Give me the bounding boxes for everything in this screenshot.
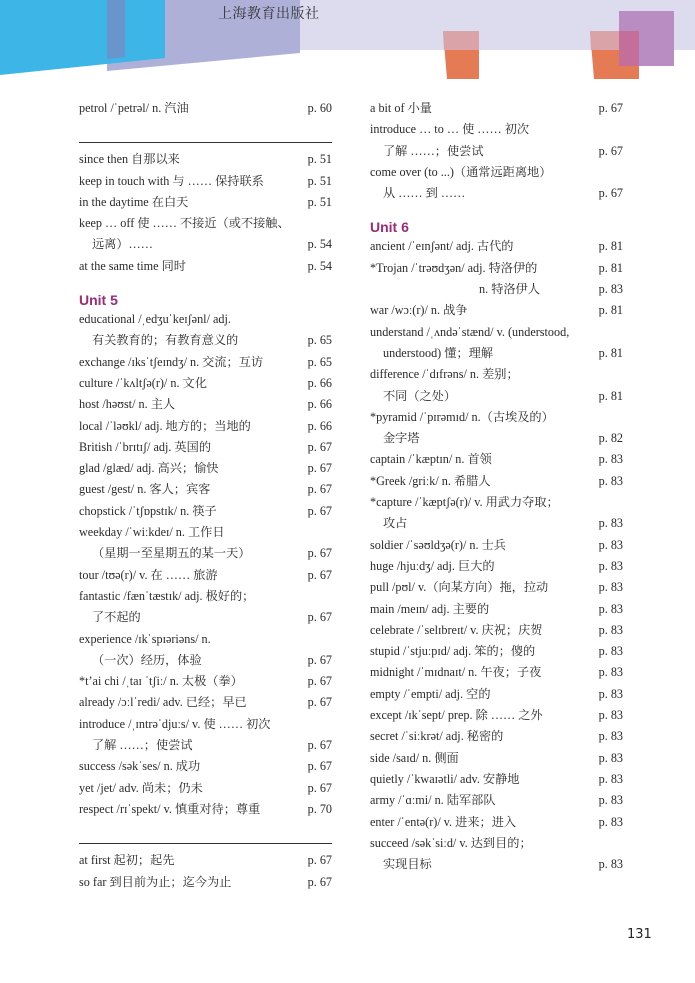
- entry-text: local /ˈləʊkl/ adj. 地方的；当地的: [79, 418, 251, 433]
- page-header: [0, 0, 695, 90]
- phrase-row: [79, 192, 332, 213]
- entry-row: [79, 394, 332, 415]
- entry-text: chopstick /ˈtʃɒpstɪk/ n. 筷子: [79, 503, 217, 518]
- publisher-name: 上海教育出版社: [218, 6, 320, 22]
- entry-row: [79, 522, 332, 543]
- entry-text: difference /ˈdɪfrəns/ n. 差别；: [370, 367, 519, 382]
- entry-page: p. 51: [307, 152, 332, 167]
- entry-text: celebrate /ˈselɪbreɪt/ v. 庆祝；庆贺: [370, 622, 543, 637]
- entry-row: [370, 364, 623, 385]
- entry-row: [79, 650, 332, 671]
- entry-row: [79, 373, 332, 394]
- entry-text: respect /rɪˈspekt/ v. 慎重对待；尊重: [79, 801, 261, 816]
- phrase-row: [79, 213, 332, 234]
- entry-row: [79, 543, 332, 564]
- entry-text: ancient /ˈeɪnʃənt/ adj. 古代的: [370, 239, 514, 254]
- entry-page: p. 67: [307, 482, 332, 497]
- entry-text: understood) 懂；理解: [383, 345, 494, 360]
- entry-row: [370, 684, 623, 705]
- entry-page: p. 67: [598, 101, 623, 115]
- entry-row: [370, 641, 623, 662]
- entry-page: p. 66: [307, 375, 332, 390]
- entry-row: [79, 458, 332, 479]
- entry-row: [370, 492, 623, 513]
- entry-text: soldier /ˈsəʊldʒə(r)/ n. 士兵: [370, 537, 506, 552]
- entry-row: [370, 428, 623, 449]
- entry-text: at the same time 同时: [79, 258, 186, 273]
- entry-text: huge /hjuːdʒ/ adj. 巨大的: [370, 558, 495, 573]
- entry-row: [79, 607, 332, 628]
- unit-5-heading: Unit 5: [79, 292, 118, 309]
- entry-text: *t’ai chi /ˌtaɪ ˈtʃiː/ n. 太极（拳）: [79, 674, 243, 689]
- entry-page: p. 83: [598, 857, 623, 872]
- entry-text: 从 …… 到 ……: [383, 186, 466, 201]
- entry-text: host /həʊst/ n. 主人: [79, 397, 176, 412]
- entry-page: p. 67: [307, 874, 332, 889]
- entry-page: p. 67: [307, 853, 332, 868]
- entry-row: [370, 300, 623, 321]
- entry-text: except /ɪkˈsept/ prep. 除 …… 之外: [370, 708, 543, 723]
- entry-row: [370, 599, 623, 620]
- entry-page: p. 83: [598, 729, 623, 744]
- phrase-row: [79, 234, 332, 255]
- entry-text: 了解 ……；使尝试: [383, 143, 484, 158]
- entry-row: [370, 620, 623, 641]
- phrase-row: [79, 256, 332, 277]
- entry-page: p. 67: [307, 503, 332, 518]
- entry-page: p. 54: [307, 258, 332, 273]
- entry-page: p. 83: [598, 580, 623, 595]
- entry-text: weekday /ˈwiːkdeɪ/ n. 工作日: [79, 525, 225, 540]
- entry-text: glad /glæd/ adj. 高兴；愉快: [79, 461, 219, 476]
- entry-text: tour /tʊə(r)/ v. 在 …… 旅游: [79, 567, 218, 582]
- entry-page: p. 67: [598, 143, 623, 158]
- entry-row: [370, 854, 623, 875]
- entry-page: p. 67: [307, 546, 332, 561]
- phrase-row: [370, 141, 623, 162]
- entry-page: p. 83: [598, 708, 623, 723]
- entry-row: [370, 322, 623, 343]
- phrase-row: [79, 872, 332, 893]
- entry-row: [370, 726, 623, 747]
- entry-row: [79, 778, 332, 799]
- entry-text: 不同（之处）: [383, 388, 457, 403]
- entry-page: p. 60: [307, 101, 332, 115]
- entry-text: （一次）经历，体验: [92, 652, 202, 667]
- entry-row: [79, 352, 332, 373]
- entry-row: [79, 799, 332, 820]
- entry-text: 攻占: [383, 516, 408, 531]
- entry-text: 了解 ……；使尝试: [92, 738, 193, 753]
- entry-text: succeed /səkˈsiːd/ v. 达到目的；: [370, 835, 532, 850]
- phrase-row: [370, 98, 623, 119]
- entry-page: p. 83: [598, 686, 623, 701]
- entry-text: yet /jet/ adv. 尚未；仍未: [79, 780, 203, 795]
- entry-page: p. 67: [307, 567, 332, 582]
- entry-row: [79, 330, 332, 351]
- entry-page: p. 83: [598, 644, 623, 659]
- entry-page: p. 83: [598, 814, 623, 829]
- entry-text: war /wɔː(r)/ n. 战争: [370, 303, 468, 318]
- entry-row: [79, 671, 332, 692]
- entry-page: p. 83: [598, 473, 623, 488]
- entry-page: p. 83: [598, 558, 623, 573]
- entry-text: educational /ˌedʒuˈkeɪʃənl/ adj.: [79, 312, 231, 327]
- phrase-row: [79, 171, 332, 192]
- entry-text: keep in touch with 与 …… 保持联系: [79, 173, 264, 188]
- entry-row: [79, 416, 332, 437]
- entry-text: 了不起的: [92, 610, 141, 625]
- entry-page: p. 67: [307, 780, 332, 795]
- entry-page: p. 67: [307, 738, 332, 753]
- entry-row: [370, 407, 623, 428]
- entry-row: [370, 790, 623, 811]
- entry-text: army /ˈɑːmi/ n. 陆军部队: [370, 793, 496, 808]
- entry-text: introduce /ˌɪntrəˈdjuːs/ v. 使 …… 初次: [79, 716, 271, 731]
- entry-row: [370, 535, 623, 556]
- entry-row: [79, 479, 332, 500]
- entry-text: success /səkˈses/ n. 成功: [79, 759, 201, 774]
- entry-row: [79, 629, 332, 650]
- entry-row: [370, 513, 623, 534]
- entry-page: p. 83: [598, 282, 623, 297]
- entry-page: p. 51: [307, 173, 332, 188]
- entry-page: p. 65: [307, 354, 332, 369]
- entry-row: [370, 662, 623, 683]
- entry-page: p. 83: [598, 601, 623, 616]
- entry-text: 实现目标: [383, 857, 432, 872]
- entry-page: p. 70: [307, 801, 332, 816]
- entry-row: [370, 279, 623, 300]
- entry-row: [79, 756, 332, 777]
- entry-page: p. 81: [598, 303, 623, 318]
- entry-page: p. 67: [307, 695, 332, 710]
- entry-text: 有关教育的；有教育意义的: [92, 333, 239, 348]
- phrase-row: [79, 850, 332, 871]
- page-number: 131: [627, 927, 652, 942]
- entry-page: p. 67: [307, 439, 332, 454]
- entry-text: experience /ɪkˈspɪəriəns/ n.: [79, 631, 211, 646]
- entry-text: guest /gest/ n. 客人；宾客: [79, 482, 211, 497]
- entry-text: exchange /ɪksˈtʃeɪndʒ/ n. 交流；互访: [79, 354, 264, 369]
- entry-page: p. 83: [598, 452, 623, 467]
- entry-page: p. 66: [307, 418, 332, 433]
- phrase-row: [79, 149, 332, 170]
- entry-row: [370, 343, 623, 364]
- entry-row: [79, 98, 332, 119]
- entry-row: [370, 556, 623, 577]
- entry-page: p. 54: [307, 237, 332, 252]
- vocabulary-column-right: [370, 98, 623, 875]
- entry-row: [370, 258, 623, 279]
- entry-text: captain /ˈkæptɪn/ n. 首领: [370, 452, 492, 467]
- entry-row: [79, 692, 332, 713]
- entry-page: p. 82: [598, 431, 623, 446]
- entry-text: *capture /ˈkæptʃə(r)/ v. 用武力夺取；: [370, 495, 559, 510]
- section-divider: [79, 142, 332, 143]
- entry-row: [79, 501, 332, 522]
- entry-text: introduce … to … 使 …… 初次: [370, 122, 530, 137]
- entry-page: p. 83: [598, 665, 623, 680]
- entry-page: p. 81: [598, 388, 623, 403]
- entry-text: in the daytime 在白天: [79, 194, 189, 209]
- entry-text: 金字塔: [383, 431, 420, 446]
- entry-text: n. 特洛伊人: [479, 282, 540, 297]
- entry-text: *pyramid /ˈpɪrəmɪd/ n.（古埃及的）: [370, 409, 554, 424]
- entry-page: p. 83: [598, 622, 623, 637]
- entry-text: 远离）……: [92, 237, 153, 252]
- entry-page: p. 83: [598, 750, 623, 765]
- entry-row: [370, 471, 623, 492]
- entry-text: so far 到目前为止；迄今为止: [79, 874, 232, 889]
- header-squares: [0, 0, 695, 90]
- entry-page: p. 81: [598, 345, 623, 360]
- entry-page: p. 67: [307, 461, 332, 476]
- entry-row: [79, 586, 332, 607]
- entry-text: at first 起初；起先: [79, 853, 175, 868]
- unit-6-heading: Unit 6: [370, 219, 409, 236]
- phrase-row: [370, 183, 623, 204]
- entry-page: p. 65: [307, 333, 332, 348]
- entry-row: [370, 449, 623, 470]
- entry-page: p. 67: [307, 759, 332, 774]
- vocabulary-column-left: [79, 98, 332, 893]
- section-divider: [79, 843, 332, 844]
- entry-page: p. 51: [307, 194, 332, 209]
- entry-page: p. 66: [307, 397, 332, 412]
- entry-text: midnight /ˈmɪdnaɪt/ n. 午夜；子夜: [370, 665, 542, 680]
- entry-text: side /saɪd/ n. 侧面: [370, 750, 459, 765]
- entry-row: [370, 705, 623, 726]
- entry-row: [370, 833, 623, 854]
- entry-row: [370, 386, 623, 407]
- entry-row: [370, 577, 623, 598]
- entry-text: （星期一至星期五的某一天）: [92, 546, 251, 561]
- entry-text: quietly /ˈkwaɪətli/ adv. 安静地: [370, 771, 520, 786]
- entry-text: *Greek /griːk/ n. 希腊人: [370, 473, 491, 488]
- entry-page: p. 83: [598, 793, 623, 808]
- entry-text: culture /ˈkʌltʃə(r)/ n. 文化: [79, 375, 207, 390]
- entry-page: p. 81: [598, 260, 623, 275]
- entry-page: p. 83: [598, 516, 623, 531]
- entry-text: pull /pʊl/ v.（向某方向）拖，拉动: [370, 580, 549, 595]
- phrase-row: [370, 162, 623, 183]
- entry-row: [370, 769, 623, 790]
- entry-text: understand /ˌʌndəˈstænd/ v. (understood,: [370, 324, 570, 339]
- entry-text: a bit of 小量: [370, 101, 432, 115]
- entry-text: since then 自那以来: [79, 152, 180, 167]
- entry-row: [79, 309, 332, 330]
- entry-page: p. 67: [307, 652, 332, 667]
- entry-row: [79, 437, 332, 458]
- entry-page: p. 83: [598, 537, 623, 552]
- entry-text: secret /ˈsiːkrət/ adj. 秘密的: [370, 729, 504, 744]
- entry-text: main /meɪn/ adj. 主要的: [370, 601, 490, 616]
- entry-page: p. 67: [307, 674, 332, 689]
- entry-text: already /ɔːlˈredi/ adv. 已经；早已: [79, 695, 247, 710]
- entry-page: p. 67: [307, 610, 332, 625]
- entry-text: British /ˈbrɪtɪʃ/ adj. 英国的: [79, 439, 212, 454]
- phrase-row: [370, 119, 623, 140]
- entry-row: [370, 748, 623, 769]
- entry-row: [370, 812, 623, 833]
- entry-text: fantastic /fænˈtæstɪk/ adj. 极好的；: [79, 588, 255, 603]
- entry-text: petrol /ˈpetrəl/ n. 汽油: [79, 101, 189, 115]
- entry-row: [370, 236, 623, 257]
- entry-text: stupid /ˈstjuːpɪd/ adj. 笨的；傻的: [370, 644, 536, 659]
- entry-page: p. 81: [598, 239, 623, 254]
- entry-row: [79, 565, 332, 586]
- entry-page: p. 67: [598, 186, 623, 201]
- entry-page: p. 83: [598, 771, 623, 786]
- entry-text: come over (to ...)（通常远距离地）: [370, 164, 552, 179]
- entry-row: [79, 714, 332, 735]
- entry-text: empty /ˈempti/ adj. 空的: [370, 686, 491, 701]
- entry-text: *Trojan /ˈtrəʊdʒən/ adj. 特洛伊的: [370, 260, 538, 275]
- entry-text: keep … off 使 …… 不接近（或不接触、: [79, 216, 290, 231]
- entry-row: [79, 735, 332, 756]
- entry-text: enter /ˈentə(r)/ v. 进来；进入: [370, 814, 517, 829]
